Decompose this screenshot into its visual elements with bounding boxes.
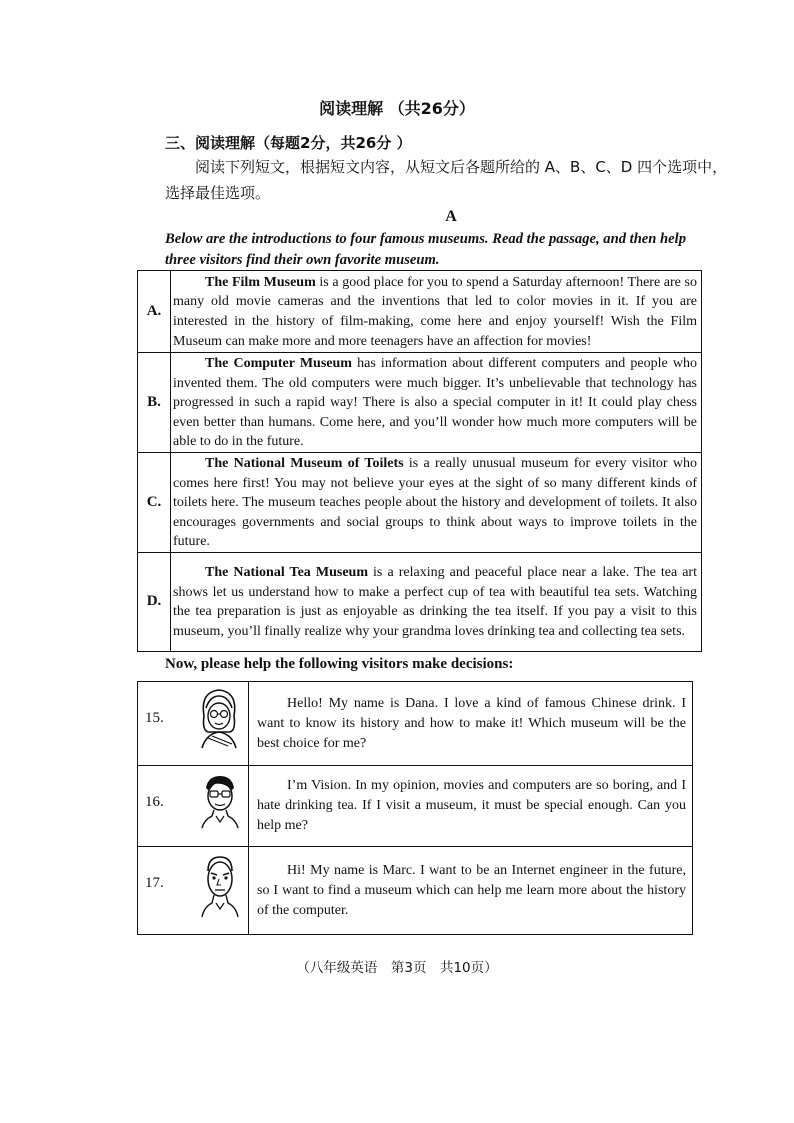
museum-table [137,270,702,652]
museum-letter: C. [138,453,171,553]
page-footer: （八年级英语 第3页 共10页） [296,960,498,976]
museum-row [138,271,702,353]
museum-description [171,552,702,651]
visitor-cell [138,682,249,766]
museum-letter: D. [138,552,171,651]
museum-letter: B. [138,353,171,453]
museum-name: The National Museum of Toilets [205,456,404,471]
question-number: 16. [145,794,164,810]
museum-row [138,453,702,553]
museum-letter: A. [138,271,171,353]
visitor-row [138,766,693,847]
museum-description [171,453,702,553]
part-label: A [445,208,457,225]
visitor-table [137,681,693,935]
museum-text: is a really unusual museum for every visitor who comes here first! You may not believe your eyes at the sight of so many different kinds of toilets here. The museum teaches people about the history and development of toilets. It also encourages governments and social groups to think about ways to improve toilets in the future. [173,456,697,550]
intro-line-2: three visitors find their own favorite museum. [165,252,440,268]
museum-row [138,353,702,453]
man-portrait-icon [194,851,244,921]
visitor-row [138,847,693,935]
visitor-row [138,682,693,766]
girl-portrait-icon [194,686,244,750]
museum-text: is a good place for you to spend a Saturday afternoon! There are so many old movie cameras and the inventions that led to color movies in it. If you are interested in the history of film-making, come here and enjoy yourself! Wish the Film Museum can make more and more teenagers have an affection for movies! [173,274,697,349]
visitor-cell [138,766,249,847]
page-title: 阅读理解 （共26分） [319,99,475,118]
visitors-heading: Now, please help the following visitors make decisions: [165,656,514,672]
museum-description [171,353,702,453]
passage-intro [165,229,705,271]
visitor-statement: Hello! My name is Dana. I love a kind of famous Chinese drink. I want to know its history and how to make it! Which museum will be the best choice for me? [257,695,686,751]
museum-text: is a relaxing and peaceful place near a lake. The tea art shows let us understand how to make a perfect cup of tea with beautiful tea sets. Watching the tea preparation is just as enjoyable as drinking the tea itself. If you pay a visit to this museum, you’ll finally realize why your grandma loves drinking tea and collecting tea sets. [173,565,697,640]
visitor-text [249,847,693,935]
visitor-text [249,682,693,766]
museum-name: The National Tea Museum [205,565,368,581]
museum-description [171,271,702,353]
museum-name: The Computer Museum [205,356,352,372]
instructions-line-2: 选择最佳选项。 [165,184,271,202]
museum-name: The Film Museum [205,274,316,290]
question-number: 17. [145,875,164,891]
section-heading: 三、阅读理解（每题2分，共26分 ） [165,134,412,152]
question-number: 15. [145,710,164,726]
museum-row [138,552,702,651]
visitor-statement: Hi! My name is Marc. I want to be an Internet engineer in the future, so I want to find a museum which can help me learn more about the history of the computer. [257,862,686,918]
boy-portrait-icon [194,770,244,834]
museum-text: has information about different computers and people who invented them. The old computers were much bigger. It’s unbelievable that technology has progressed in such a rapid way! There is also a special computer in it! It could play chess even better than humans. Come here, and you’ll wonder how much more computers will be able to do in the future. [173,356,697,450]
visitor-statement: I’m Vision. In my opinion, movies and computers are so boring, and I hate drinking tea. If I visit a museum, it must be special enough. Can you help me? [257,778,686,833]
instructions-line-1: 阅读下列短文，根据短文内容，从短文后各题所给的 A、B、C、D 四个选项中， [195,158,728,176]
visitor-cell [138,847,249,935]
visitor-text [249,766,693,847]
intro-line-1: Below are the introductions to four famous museums. Read the passage, and then help [165,231,686,247]
